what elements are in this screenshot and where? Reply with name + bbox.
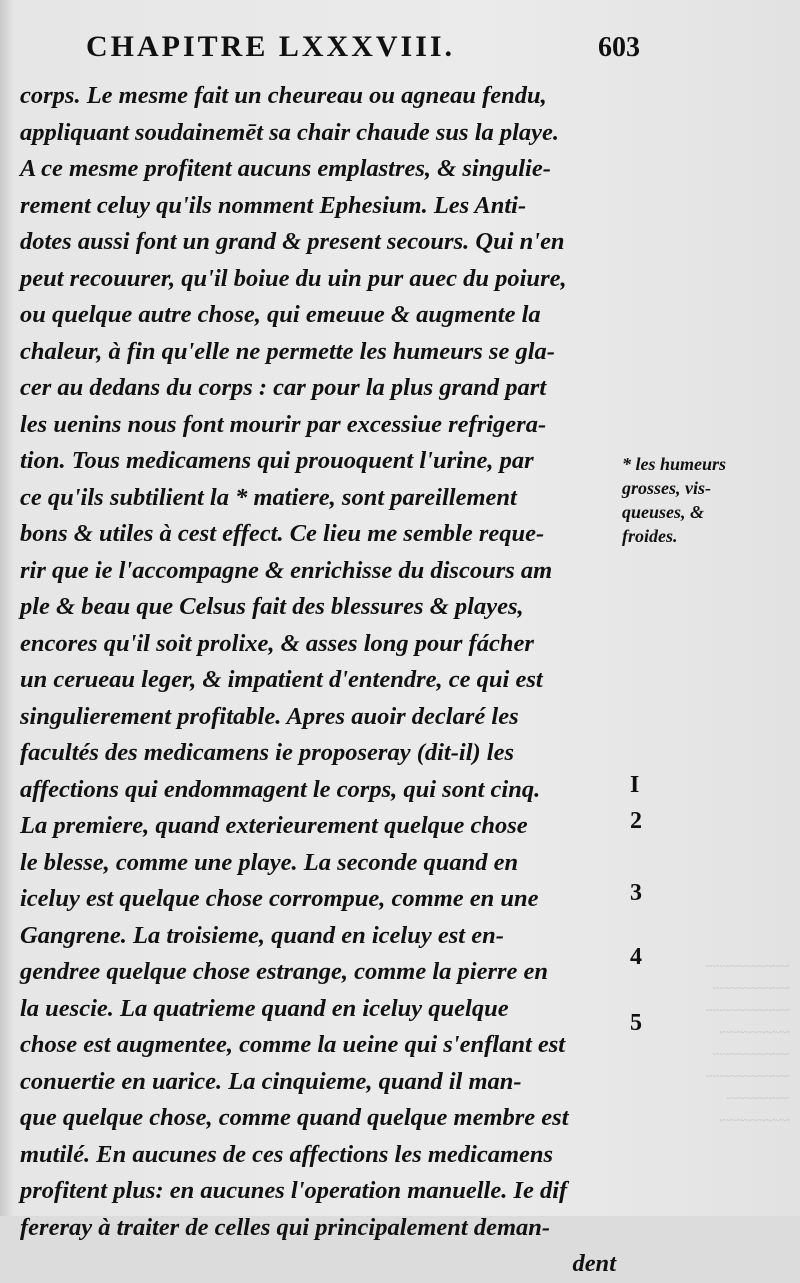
text-line: chaleur, à fin qu'elle ne permette les humeurs se gla-	[20, 337, 555, 365]
text-line: A ce mesme profitent aucuns emplastres, & singulie-	[20, 155, 551, 182]
text-line: la uescie. La quatrieme quand en iceluy quelque	[20, 994, 509, 1022]
text-line: corps. Le mesme fait un cheureau ou agneau fendu,	[20, 82, 547, 109]
text-line: conuertie en uarice. La cinquieme, quand il man-	[20, 1067, 522, 1095]
text-line: bons & utiles à cest effect. Ce lieu me semble reque-	[20, 520, 545, 547]
margin-note	[622, 452, 792, 548]
text-line: La premiere, quand exterieurement quelque chose	[20, 812, 528, 839]
margin-note-line: froides.	[622, 526, 678, 546]
text-line: cer au dedans du corps : car pour la plus grand part	[20, 374, 547, 401]
margin-number: 3	[630, 880, 642, 906]
text-line: peut recouurer, qu'il boiue du uin pur auec du poiure,	[20, 264, 567, 292]
text-line: appliquant soudainemēt sa chair chaude sus la playe.	[20, 118, 560, 146]
text-line: fereray à traiter de celles qui principalement deman-	[20, 1213, 551, 1241]
text-line: rement celuy qu'ils nomment Ephesium. Les Anti-	[20, 191, 527, 219]
text-line: un cerueau leger, & impatient d'entendre, ce qui est	[20, 666, 543, 693]
margin-note-line: grosses, vis-	[622, 478, 711, 498]
margin-number: 4	[630, 944, 642, 970]
margin-note-line: queuses, &	[622, 502, 705, 522]
margin-number: 2	[630, 808, 642, 834]
text-line: rir que ie l'accompagne & enrichisse du discours am	[20, 556, 553, 584]
show-through-texture: ~~~~~~~~~~~~ ~~~~~~~~~~~ ~~~~~~~~~~~~ ~~~~~~~~~~ ~~~~~~~~~~~ ~~~~~~~~~~~~ ~~~~~~~~~ ~~~~~~~~~~	[705, 958, 790, 1127]
running-head: CHAPITRE LXXXVIII.	[86, 30, 456, 63]
text-line: gendree quelque chose estrange, comme la pierre en	[20, 958, 549, 985]
text-line: affections qui endommagent le corps, qui sont cinq.	[20, 775, 541, 803]
text-line: tion. Tous medicamens qui prouoquent l'urine, par	[20, 447, 534, 474]
margin-note-line: * les humeurs	[622, 454, 727, 474]
text-line: singulierement profitable. Apres auoir declaré les	[20, 702, 519, 730]
text-line: dotes aussi font un grand & present secours. Qui n'en	[20, 228, 565, 255]
text-line: les uenins nous font mourir par excessiue refrigera-	[20, 410, 547, 438]
text-line: facultés des medicamens ie proposeray (dit-il) les	[20, 739, 514, 766]
margin-number: 5	[630, 1010, 642, 1036]
text-line: le blesse, comme une playe. La seconde quand en	[20, 848, 519, 876]
text-line: mutilé. En aucunes de ces affections les medicamens	[20, 1140, 554, 1168]
text-line: iceluy est quelque chose corrompue, comme en une	[20, 885, 539, 912]
body-text	[20, 78, 620, 1283]
text-line: chose est augmentee, comme la ueine qui s'enflant est	[20, 1031, 566, 1058]
text-line: ce qu'ils subtilient la * matiere, sont pareillement	[20, 483, 517, 511]
margin-number: I	[630, 772, 640, 798]
text-line: ou quelque autre chose, qui emeuue & augmente la	[20, 301, 541, 328]
text-line: Gangrene. La troisieme, quand en iceluy est en-	[20, 921, 504, 949]
text-line: profitent plus: en aucunes l'operation manuelle. Ie dif	[20, 1177, 568, 1204]
catchword: dent	[572, 1250, 616, 1277]
page-number: 603	[598, 32, 640, 63]
text-line: que quelque chose, comme quand quelque membre est	[20, 1104, 569, 1131]
text-line: ple & beau que Celsus fait des blessures & playes,	[20, 593, 524, 620]
text-line: encores qu'il soit prolixe, & asses long pour fácher	[20, 629, 534, 657]
